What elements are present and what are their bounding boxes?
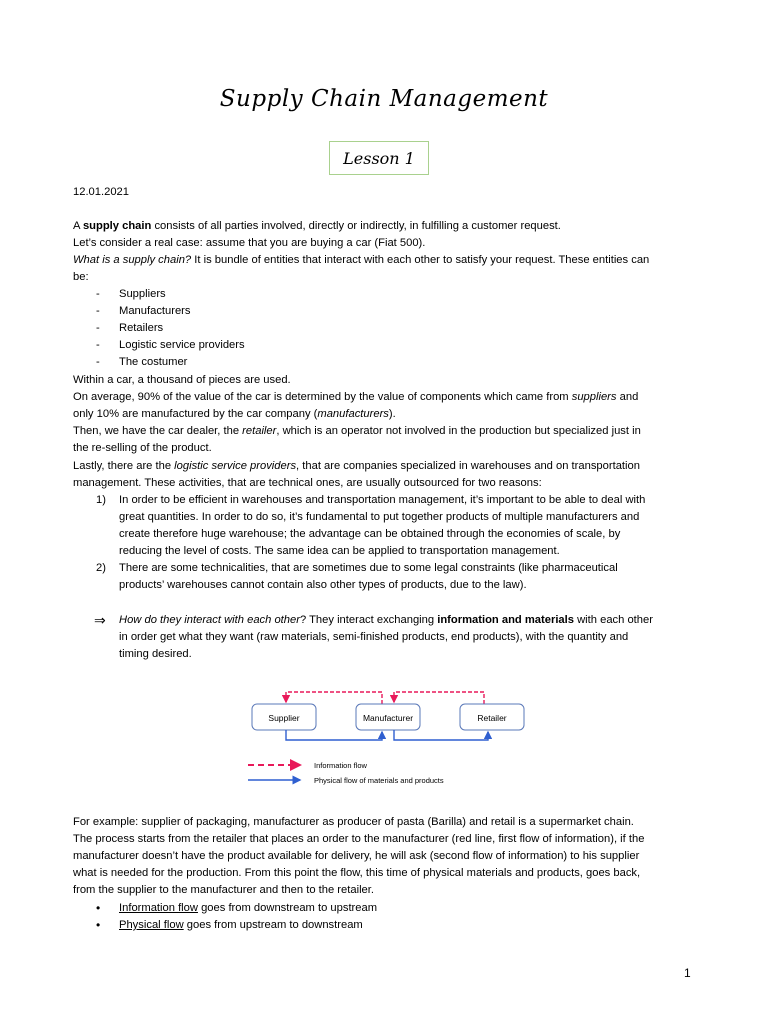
text: goes from upstream to downstream: [183, 919, 363, 931]
bullet-icon: •: [96, 901, 101, 915]
paragraph-value: [73, 389, 698, 406]
dash-marker: -: [96, 322, 100, 334]
paragraph-question-cont: be:: [73, 271, 89, 283]
physical-flow-manufacturer-to-retailer: [394, 730, 488, 740]
paragraph-question: [73, 252, 698, 269]
list-item: Manufacturers: [119, 305, 191, 317]
page-number: 1: [684, 966, 691, 980]
list-number: 2): [96, 562, 106, 574]
italic-term: retailer: [242, 425, 277, 437]
example-line: manufacturer doesn’t have the product available for delivery, he will ask (second flow of information) to his supplier: [73, 850, 640, 862]
underlined-term: Physical flow: [119, 919, 184, 931]
example-line: For example: supplier of packaging, manufacturer as producer of pasta (Barilla) and retail is a supermarket chain.: [73, 816, 634, 828]
legend-info-label: Information flow: [314, 761, 367, 770]
dash-marker: -: [96, 288, 100, 300]
reason-line: In order to be efficient in warehouses and transportation management, it’s important to be able to deal with: [119, 494, 646, 506]
text: with each other: [573, 614, 653, 626]
reason-line: reducing the level of costs. The same idea can be applied to transportation management.: [119, 545, 560, 557]
example-line: from the supplier to the manufacturer and then to the retailer.: [73, 884, 374, 896]
text: and: [616, 391, 639, 403]
lesson-label: [329, 141, 429, 175]
paragraph-retailer-cont: the re-selling of the product.: [73, 442, 212, 454]
supplier-label: Supplier: [268, 713, 300, 723]
italic-question: How do they interact with each other: [119, 614, 300, 626]
interaction-paragraph: [119, 612, 699, 663]
paragraph-value-cont: [73, 406, 698, 423]
text: On average, 90% of the value of the car is determined by the value of components which came from: [73, 391, 572, 403]
text: A: [73, 220, 83, 232]
right-double-arrow-icon: ⇒: [94, 612, 106, 628]
paragraph-logistics: [73, 458, 698, 475]
paragraph-definition: [73, 218, 698, 235]
physical-flow-supplier-to-manufacturer: [286, 730, 382, 740]
retailer-label: Retailer: [477, 713, 507, 723]
dash-marker: -: [96, 339, 100, 351]
text: ? They interact exchanging: [299, 614, 438, 626]
supply-chain-flow-diagram: [232, 682, 536, 794]
text: goes from downstream to upstream: [197, 902, 378, 914]
text: , which is an operator not involved in the production but specialized just in: [276, 425, 641, 437]
italic-term: manufacturers: [317, 408, 389, 420]
list-number: 1): [96, 494, 106, 506]
bold-term: information and materials: [437, 614, 574, 626]
italic-question: What is a supply chain?: [73, 254, 192, 266]
info-flow-manufacturer-to-supplier: [286, 692, 382, 704]
reason-item: [119, 560, 699, 594]
list-item: The costumer: [119, 356, 188, 368]
text: consists of all parties involved, directly or indirectly, in fulfilling a customer request.: [151, 220, 561, 232]
paragraph-example: Let’s consider a real case: assume that you are buying a car (Fiat 500).: [73, 237, 426, 249]
info-flow-retailer-to-manufacturer: [394, 692, 484, 704]
reason-line: products’ warehouses cannot contain also other types of products, due to the law).: [119, 579, 527, 591]
bullet-icon: •: [96, 918, 101, 932]
interaction-line: [119, 612, 699, 629]
text: , that are companies specialized in warehouses and on transportation: [296, 460, 640, 472]
paragraph-retailer: [73, 423, 698, 440]
flow-item: [119, 917, 363, 934]
interaction-line: in order get what they want (raw materials, semi-finished products, end products), with the quantity and: [119, 631, 629, 643]
page-title: Supply Chain Management: [219, 86, 549, 112]
reason-line: create therefore huge warehouse; the advantage can be obtained through the economies of scale, by: [119, 528, 621, 540]
dash-marker: -: [96, 305, 100, 317]
text: Then, we have the car dealer, the: [73, 425, 243, 437]
text: Lastly, there are the: [73, 460, 175, 472]
paragraph-logistics-cont: management. These activities, that are technical ones, are usually outsourced for two reasons:: [73, 477, 542, 489]
text: It is bundle of entities that interact with each other to satisfy your request. These entities can: [191, 254, 650, 266]
paragraph-pieces: Within a car, a thousand of pieces are used.: [73, 374, 291, 386]
text: only 10% are manufactured by the car company (: [73, 408, 318, 420]
reason-line: great quantities. In order to do so, it’s fundamental to put together products of multiple manufacturers and: [119, 511, 640, 523]
date: 12.01.2021: [73, 186, 129, 198]
interaction-line: timing desired.: [119, 648, 192, 660]
underlined-term: Information flow: [119, 902, 198, 914]
dash-marker: -: [96, 356, 100, 368]
list-item: Logistic service providers: [119, 339, 245, 351]
italic-term: logistic service providers: [174, 460, 297, 472]
list-item: Suppliers: [119, 288, 166, 300]
legend-physical-label: Physical flow of materials and products: [314, 776, 444, 785]
text: ).: [388, 408, 396, 420]
example-line: The process starts from the retailer that places an order to the manufacturer (red line, first flow of information), if the: [73, 833, 645, 845]
flow-item: [119, 900, 377, 917]
reason-line: There are some technicalities, that are sometimes due to some legal constraints (like pharmaceutical: [119, 562, 618, 574]
bold-term: supply chain: [82, 220, 152, 232]
italic-term: suppliers: [571, 391, 617, 403]
reason-item: [119, 492, 699, 560]
list-item: Retailers: [119, 322, 164, 334]
manufacturer-label: Manufacturer: [362, 713, 414, 723]
lesson-text: Lesson 1: [343, 148, 415, 168]
example-line: what is needed for the production. From this point the flow, this time of physical materials and products, goes back,: [73, 867, 641, 879]
